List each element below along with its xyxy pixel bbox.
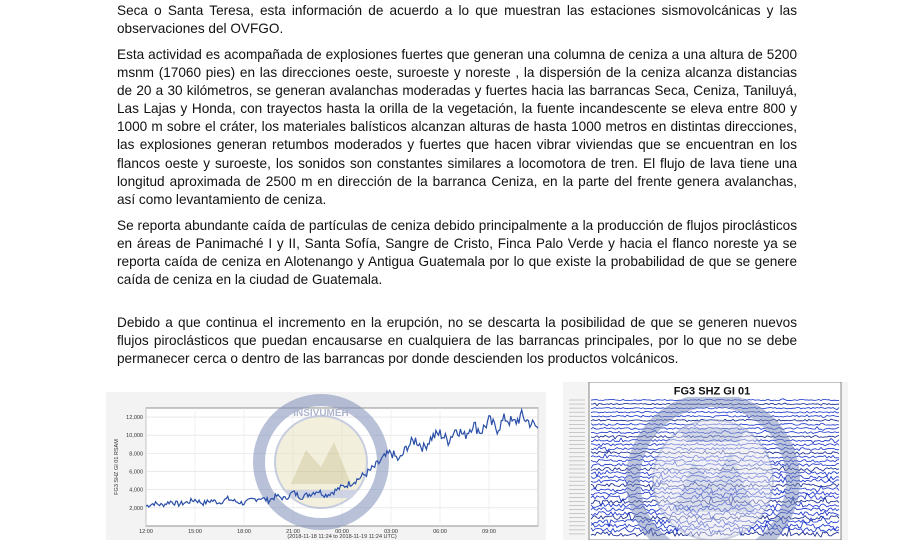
x-tick-label: 06:00: [433, 529, 447, 535]
y-tick-label: 4,000: [129, 487, 143, 494]
rsam-chart: [106, 392, 546, 540]
y-tick-label: 6,000: [129, 469, 143, 476]
paragraph-ash-fall: Se reporta abundante caída de partículas de ceniza debido principalmente a la producción de flujos piroclásticos en áreas de Panimaché I y II, Santa Sofía, Sangre de Cristo, Finca Palo Verde y hacia el flanco noreste ya se reporta caída de ceniza en Alotenango y Antigua Guatemala por lo que existe la probabilidad de que se genere caída de ceniza en la ciudad de Guatemala.: [117, 218, 797, 288]
x-tick-label: 18:00: [237, 529, 251, 535]
x-axis-label: (2018-11-18 11:24 to 2018-11-19 11:24 UTC): [287, 534, 397, 540]
y-tick-label: 2,000: [129, 505, 143, 512]
y-tick-label: 10,000: [126, 433, 143, 440]
x-tick-label: 00:00: [335, 529, 349, 535]
helicorder-chart: [563, 382, 848, 540]
helicorder-title: FG3 SHZ GI 01: [673, 385, 751, 398]
rsam-chart-figure: [106, 392, 546, 540]
helicorder-figure: [563, 382, 848, 540]
y-tick-label: 8,000: [129, 451, 143, 458]
x-tick-label: 03:00: [384, 529, 398, 535]
x-tick-label: 21:00: [286, 529, 300, 535]
paragraph-activity: Esta actividad es acompañada de explosiones fuertes que generan una columna de ceniza a una altura de 5200 msnm (17060 pies) en las direcciones oeste, suroeste y noreste , la dispersión de la ceniza alcanza distancias de 20 a 30 kilómetros, se generan avalanchas moderadas y fuertes hacia las barrancas Seca, Ceniza, Taniluyá, Las Lajas y Honda, con trayectos hasta la orilla de la vegetación, la fuente incandescente se eleva entre 800 y 1000 m sobre el cráter, los materiales balísticos alcanzan alturas de hasta 1000 metros en distintas direcciones, las explosiones generan retumbos moderados y fuertes que hacen vibrar viviendas que se encuentran en los flancos oeste y suroeste, los sonidos son constantes similares a locomotora de tren. El flujo de lava tiene una longitud aproximada de 2500 m en dirección de la barranca Ceniza, en la parte del frente genera avalanchas, así como levantamiento de ceniza.: [117, 47, 797, 207]
x-tick-label: 15:00: [188, 529, 202, 535]
seal-watermark-text: INSIVUMEH: [293, 408, 349, 419]
paragraph-intro: Seca o Santa Teresa, esta información de acuerdo a lo que muestran las estaciones sismovolcánicas y las observaciones del OVFGO.: [117, 3, 797, 37]
insivumeh-seal: [259, 400, 383, 524]
paragraph-warning: Debido a que continua el incremento en la erupción, no se descarta la posibilidad de que se generen nuevos flujos piroclásticos que puedan encausarse en cualquiera de las barrancas principales, por lo que no se debe permanecer cerca o dentro de las barrancas por donde descienden los productos volcánicos.: [117, 315, 797, 367]
y-axis-label: FG3 SHZ GI 01 RSAM: [114, 439, 120, 495]
x-tick-label: 12:00: [139, 529, 153, 535]
y-tick-label: 12,000: [126, 415, 143, 422]
x-tick-label: 09:00: [482, 529, 496, 535]
